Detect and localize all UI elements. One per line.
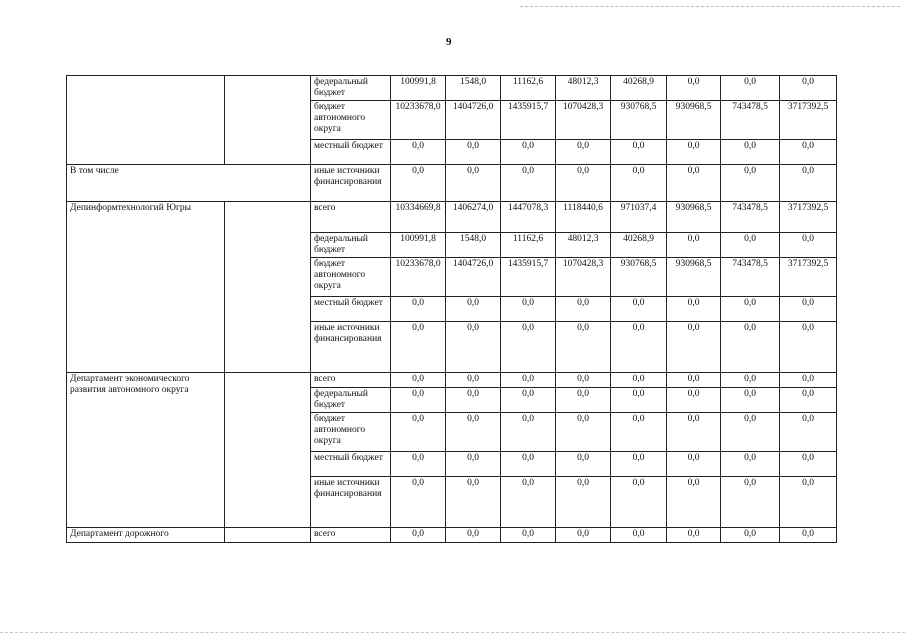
value-cell: 0,0 (556, 387, 611, 412)
value-cell: 0,0 (556, 476, 611, 527)
value-cell: 3717392,5 (780, 257, 837, 296)
value-cell: 0,0 (446, 372, 501, 387)
value-cell: 0,0 (780, 387, 837, 412)
value-cell: 743478,5 (721, 201, 780, 232)
value-cell: 0,0 (446, 412, 501, 451)
value-cell: 0,0 (446, 387, 501, 412)
value-cell: 0,0 (667, 412, 721, 451)
value-cell: 0,0 (780, 527, 837, 542)
value-cell: 0,0 (556, 164, 611, 201)
value-cell: 0,0 (391, 527, 446, 542)
value-cell: 0,0 (501, 321, 556, 372)
value-cell: 1404726,0 (446, 257, 501, 296)
value-cell: 0,0 (721, 232, 780, 257)
value-cell: 3717392,5 (780, 100, 837, 139)
organization-name: Департамент дорожного (67, 527, 225, 542)
value-cell: 0,0 (391, 412, 446, 451)
value-cell: 0,0 (446, 139, 501, 164)
value-cell: 40268,9 (611, 76, 667, 101)
value-cell: 0,0 (611, 527, 667, 542)
value-cell: 0,0 (667, 451, 721, 476)
value-cell: 0,0 (501, 527, 556, 542)
value-cell: 0,0 (667, 321, 721, 372)
value-cell: 1118440,6 (556, 201, 611, 232)
source-label: федеральный бюджет (311, 76, 391, 101)
value-cell: 100991,8 (391, 76, 446, 101)
value-cell: 0,0 (780, 296, 837, 321)
source-label: иные источники финансирования (311, 476, 391, 527)
source-label: бюджет автономного округа (311, 100, 391, 139)
value-cell: 1435915,7 (501, 100, 556, 139)
value-cell: 0,0 (667, 164, 721, 201)
organization-name: Депинформтехнологий Югры (67, 201, 225, 372)
value-cell: 0,0 (721, 412, 780, 451)
value-cell: 0,0 (611, 476, 667, 527)
organization-name: Департамент экономического развития автономного округа (67, 372, 225, 527)
page-number: 9 (446, 36, 452, 48)
empty-cell (225, 76, 311, 165)
value-cell: 0,0 (556, 296, 611, 321)
value-cell: 0,0 (611, 321, 667, 372)
value-cell: 0,0 (611, 139, 667, 164)
value-cell: 0,0 (721, 76, 780, 101)
value-cell: 0,0 (611, 451, 667, 476)
value-cell: 0,0 (501, 372, 556, 387)
value-cell: 0,0 (667, 76, 721, 101)
value-cell: 0,0 (780, 412, 837, 451)
value-cell: 10334669,8 (391, 201, 446, 232)
value-cell: 0,0 (780, 321, 837, 372)
value-cell: 930968,5 (667, 201, 721, 232)
empty-cell (67, 76, 225, 165)
value-cell: 0,0 (667, 387, 721, 412)
value-cell: 0,0 (501, 476, 556, 527)
scan-edge-bottom (0, 632, 905, 633)
value-cell: 0,0 (780, 372, 837, 387)
value-cell: 40268,9 (611, 232, 667, 257)
budget-table (66, 75, 837, 543)
value-cell: 0,0 (556, 372, 611, 387)
value-cell: 0,0 (611, 296, 667, 321)
source-label: федеральный бюджет (311, 232, 391, 257)
value-cell: 930768,5 (611, 257, 667, 296)
value-cell: 1070428,3 (556, 257, 611, 296)
value-cell: 1548,0 (446, 76, 501, 101)
value-cell: 0,0 (446, 321, 501, 372)
value-cell: 0,0 (556, 321, 611, 372)
value-cell: 0,0 (721, 476, 780, 527)
value-cell: 0,0 (501, 164, 556, 201)
value-cell: 0,0 (780, 164, 837, 201)
value-cell: 3717392,5 (780, 201, 837, 232)
value-cell: 0,0 (391, 139, 446, 164)
table-row (67, 201, 837, 232)
source-label: иные источники финансирования (311, 321, 391, 372)
value-cell: 10233678,0 (391, 257, 446, 296)
value-cell: 0,0 (667, 372, 721, 387)
value-cell: 11162,6 (501, 76, 556, 101)
value-cell: 0,0 (501, 412, 556, 451)
source-label: всего (311, 201, 391, 232)
source-label: местный бюджет (311, 296, 391, 321)
value-cell: 1404726,0 (446, 100, 501, 139)
value-cell: 0,0 (721, 387, 780, 412)
table-row (67, 372, 837, 387)
value-cell: 1070428,3 (556, 100, 611, 139)
value-cell: 0,0 (780, 451, 837, 476)
value-cell: 1406274,0 (446, 201, 501, 232)
value-cell: 0,0 (721, 296, 780, 321)
source-label: местный бюджет (311, 451, 391, 476)
value-cell: 930968,5 (667, 100, 721, 139)
value-cell: 0,0 (446, 451, 501, 476)
value-cell: 0,0 (556, 139, 611, 164)
value-cell: 0,0 (667, 476, 721, 527)
value-cell: 0,0 (611, 387, 667, 412)
value-cell: 0,0 (721, 164, 780, 201)
value-cell: 743478,5 (721, 100, 780, 139)
source-label: всего (311, 372, 391, 387)
value-cell: 0,0 (611, 372, 667, 387)
value-cell: 0,0 (501, 451, 556, 476)
table-row (67, 527, 837, 542)
value-cell: 0,0 (667, 232, 721, 257)
value-cell: 0,0 (721, 372, 780, 387)
value-cell: 0,0 (501, 296, 556, 321)
value-cell: 0,0 (556, 527, 611, 542)
source-label: всего (311, 527, 391, 542)
in-total-label: В том числе (67, 164, 311, 201)
value-cell: 743478,5 (721, 257, 780, 296)
value-cell: 0,0 (501, 387, 556, 412)
value-cell: 0,0 (501, 139, 556, 164)
value-cell: 0,0 (391, 296, 446, 321)
value-cell: 0,0 (721, 321, 780, 372)
value-cell: 1548,0 (446, 232, 501, 257)
value-cell: 0,0 (721, 139, 780, 164)
value-cell: 930768,5 (611, 100, 667, 139)
value-cell: 1447078,3 (501, 201, 556, 232)
value-cell: 1435915,7 (501, 257, 556, 296)
scan-edge-top (520, 6, 900, 7)
value-cell: 0,0 (391, 451, 446, 476)
value-cell: 100991,8 (391, 232, 446, 257)
value-cell: 0,0 (780, 76, 837, 101)
value-cell: 0,0 (446, 296, 501, 321)
value-cell: 0,0 (780, 139, 837, 164)
value-cell: 0,0 (446, 164, 501, 201)
source-label: федеральный бюджет (311, 387, 391, 412)
value-cell: 0,0 (391, 387, 446, 412)
value-cell: 930968,5 (667, 257, 721, 296)
value-cell: 0,0 (446, 476, 501, 527)
empty-cell (225, 372, 311, 527)
value-cell: 0,0 (667, 139, 721, 164)
value-cell: 0,0 (446, 527, 501, 542)
value-cell: 0,0 (391, 164, 446, 201)
table-row (67, 76, 837, 101)
value-cell: 48012,3 (556, 232, 611, 257)
value-cell: 0,0 (667, 296, 721, 321)
value-cell: 48012,3 (556, 76, 611, 101)
value-cell: 0,0 (556, 451, 611, 476)
value-cell: 0,0 (391, 321, 446, 372)
value-cell: 0,0 (556, 412, 611, 451)
empty-cell (225, 527, 311, 542)
value-cell: 0,0 (391, 372, 446, 387)
source-label: бюджет автономного округа (311, 257, 391, 296)
value-cell: 971037,4 (611, 201, 667, 232)
value-cell: 0,0 (721, 527, 780, 542)
empty-cell (225, 201, 311, 372)
value-cell: 0,0 (721, 451, 780, 476)
value-cell: 11162,6 (501, 232, 556, 257)
source-label: иные источники финансирования (311, 164, 391, 201)
source-label: бюджет автономного округа (311, 412, 391, 451)
value-cell: 0,0 (667, 527, 721, 542)
source-label: местный бюджет (311, 139, 391, 164)
value-cell: 0,0 (611, 412, 667, 451)
value-cell: 0,0 (780, 476, 837, 527)
value-cell: 10233678,0 (391, 100, 446, 139)
value-cell: 0,0 (391, 476, 446, 527)
value-cell: 0,0 (611, 164, 667, 201)
value-cell: 0,0 (780, 232, 837, 257)
